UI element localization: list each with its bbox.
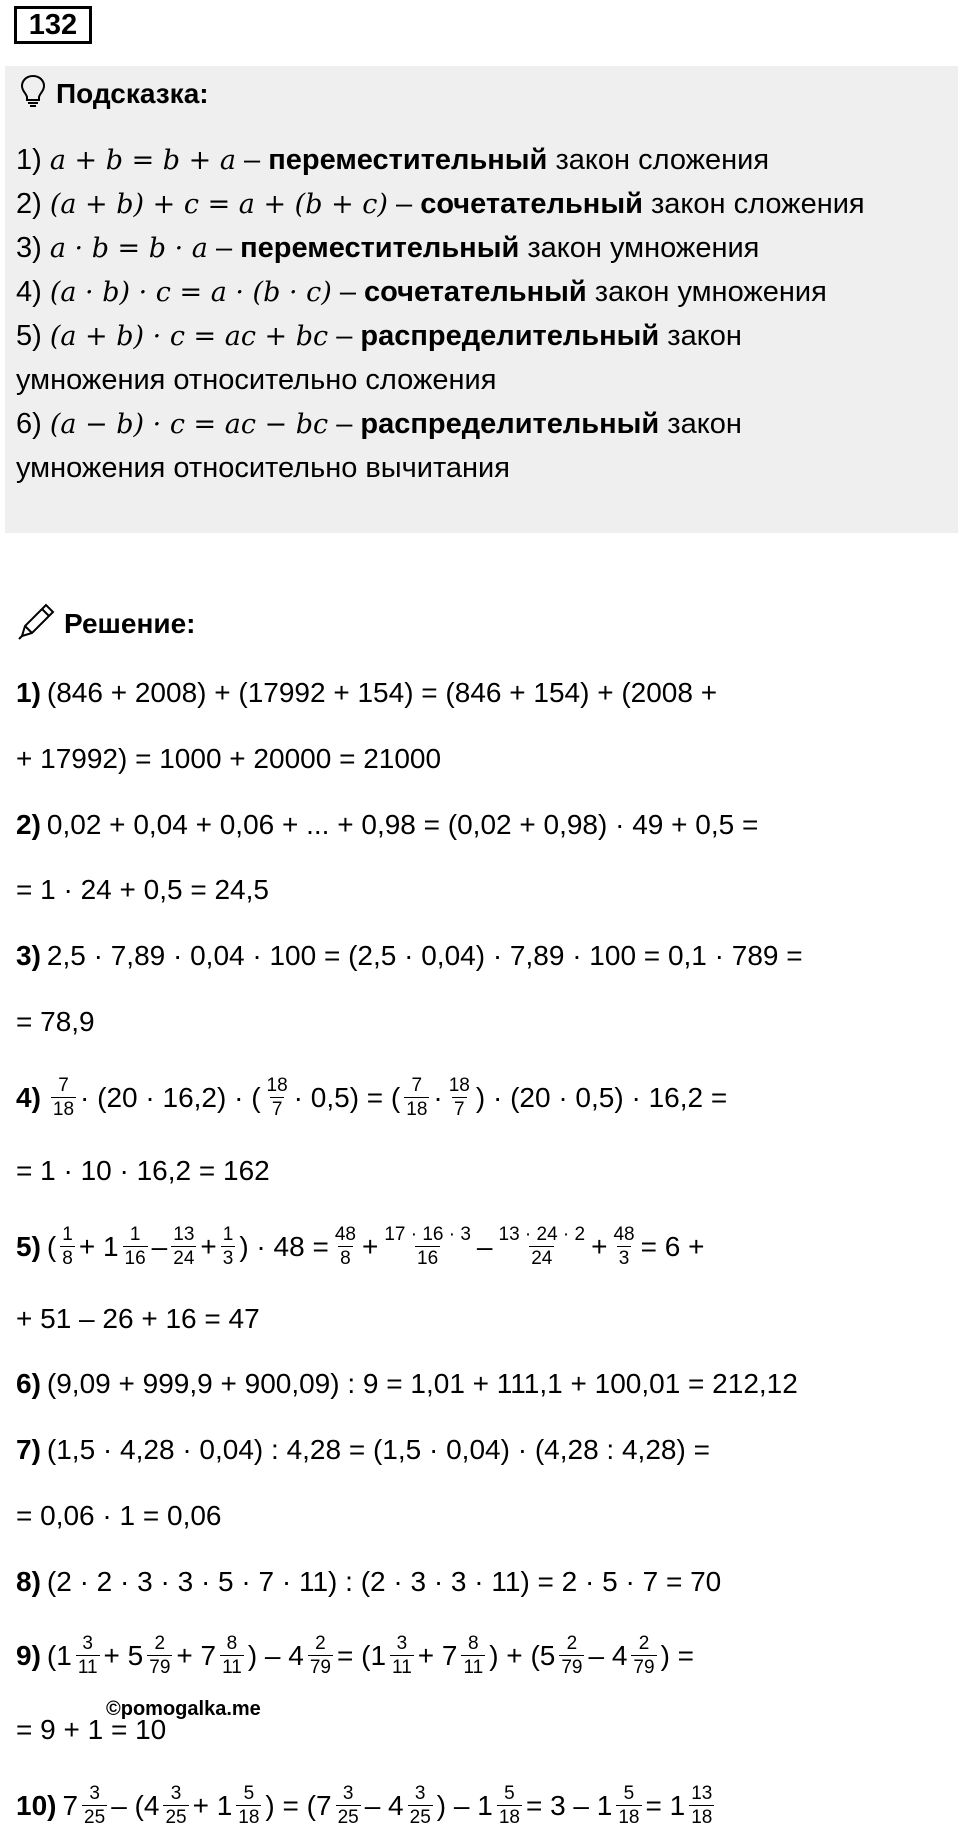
fraction: $\frac{1}{3}$ — [222, 1224, 234, 1269]
fraction: $\frac{13 \cdot 24 \cdot 2}{24}$ — [498, 1224, 586, 1269]
fraction: $\frac{8}{11}$ — [222, 1633, 242, 1678]
solution-line: + 17992) = 1000 + 20000 = 21000 — [16, 743, 442, 774]
hint-line: умножения относительно вычитания — [16, 452, 510, 484]
fraction: $\frac{2}{79}$ — [561, 1633, 583, 1678]
hint-title: Подсказка: — [56, 77, 209, 109]
watermark: ©pomogalka.me — [106, 1698, 261, 1720]
hint-line: 5) (a + b) · c = ac + bc – распределительный закон — [16, 320, 742, 352]
fraction: $\frac{2}{79}$ — [149, 1633, 171, 1678]
fraction: $\frac{18}{7}$ — [266, 1075, 288, 1120]
hint-line: умножения относительно сложения — [16, 364, 497, 396]
solution-line: 3) 2,5 · 7,89 · 0,04 · 100 = (2,5 · 0,04) · 7,89 · 100 = 0,1 · 789 = — [16, 940, 803, 971]
fraction: $\frac{18}{7}$ — [448, 1075, 470, 1120]
fraction: $\frac{1}{16}$ — [124, 1224, 146, 1269]
fraction: $\frac{7}{18}$ — [406, 1075, 428, 1120]
solution-line: = 9 + 1 = 10 — [16, 1714, 167, 1745]
fraction: $\frac{3}{11}$ — [392, 1633, 412, 1678]
fraction: $\frac{13}{24}$ — [173, 1224, 195, 1269]
solution-line: 8) (2 · 2 · 3 · 3 · 5 · 7 · 11) : (2 · 3 · 3 · 11) = 2 · 5 · 7 = 70 — [16, 1566, 722, 1597]
fraction: $\frac{3}{11}$ — [77, 1633, 98, 1678]
solution-line: 1) (846 + 2008) + (17992 + 154) = (846 + 154) + (2008 + — [16, 677, 718, 708]
pencil-icon — [16, 600, 58, 647]
solution-line: 10) 7 $\frac{3}{25}$ – (4 $\frac{3}{25}$ + 1 $\frac{5}{18}$ ) = (7 $\frac{3}{25}$ – 4 $\frac{3}{25}$ ) – 1 $\frac{5}{18}$ = 3 – 1 $\frac{5}{18}$ = 1 $\frac{13}{18}$ — [16, 1783, 713, 1828]
fraction: $\frac{48}{3}$ — [613, 1224, 635, 1269]
solution-line: 7) (1,5 · 4,28 · 0,04) : 4,28 = (1,5 · 0,04) · (4,28 : 4,28) = — [16, 1434, 710, 1465]
solution-header — [16, 600, 195, 647]
lightbulb-icon — [20, 74, 46, 113]
fraction: $\frac{3}{25}$ — [165, 1783, 187, 1828]
solution-line: = 0,06 · 1 = 0,06 — [16, 1500, 222, 1531]
fraction: $\frac{1}{8}$ — [62, 1224, 73, 1269]
hint-list — [16, 138, 865, 490]
solution-line: = 1 · 24 + 0,5 = 24,5 — [16, 874, 269, 905]
fraction: $\frac{5}{18}$ — [618, 1783, 640, 1828]
hint-line: 6) (a − b) · c = ac − bc – распределительный закон — [16, 408, 742, 440]
fraction: $\frac{7}{18}$ — [52, 1075, 75, 1120]
solution-line: + 51 – 26 + 16 = 47 — [16, 1303, 260, 1334]
fraction: $\frac{48}{8}$ — [334, 1224, 356, 1269]
fraction: $\frac{17 \cdot 16 \cdot 3}{16}$ — [384, 1224, 471, 1269]
fraction: $\frac{5}{18}$ — [498, 1783, 520, 1828]
fraction: $\frac{5}{18}$ — [238, 1783, 260, 1828]
fraction: $\frac{3}{25}$ — [337, 1783, 359, 1828]
solution-line: = 1 · 10 · 16,2 = 162 — [16, 1155, 270, 1186]
hint-line: 4) (a · b) · c = a · (b · c) – сочетательный закон умножения — [16, 276, 827, 308]
hint-line: 2) (a + b) + c = a + (b + c) – сочетательный закон сложения — [16, 188, 865, 220]
hint-header — [20, 74, 209, 113]
fraction: $\frac{2}{79}$ — [309, 1633, 331, 1678]
hint-line: 3) a · b = b · a – переместительный закон умножения — [16, 232, 760, 264]
fraction: $\frac{3}{25}$ — [409, 1783, 431, 1828]
fraction: $\frac{3}{25}$ — [84, 1783, 106, 1828]
solution-title: Решение: — [64, 607, 196, 639]
solution-line: 5) ( $\frac{1}{8}$ + 1 $\frac{1}{16}$ – $\frac{13}{24}$ + $\frac{1}{3}$ ) · 48 = $\frac{48}{8}$ + $\frac{17 \cdot 16 \cdot 3}{16}$ – $\frac{13 \cdot 24 \cdot 2}{24}$ + $\frac{48}{3}$ = 6 + — [16, 1224, 705, 1269]
hint-line: 1) a + b = b + a – переместительный закон сложения — [16, 144, 770, 176]
solution-line: 4) $\frac{7}{18}$ · (20 · 16,2) · ( $\frac{18}{7}$ · 0,5) = ( $\frac{7}{18}$ · $\frac{18}{7}$ ) · (20 · 0,5) · 16,2 = — [16, 1075, 728, 1120]
fraction: $\frac{2}{79}$ — [633, 1633, 655, 1678]
solution-line: 2) 0,02 + 0,04 + 0,06 + ... + 0,98 = (0,02 + 0,98) · 49 + 0,5 = — [16, 809, 759, 840]
fraction: $\frac{13}{18}$ — [691, 1783, 713, 1828]
solution-line: = 78,9 — [16, 1006, 95, 1037]
solution-line: 6) (9,09 + 999,9 + 900,09) : 9 = 1,01 + 111,1 + 100,01 = 212,12 — [16, 1368, 798, 1399]
task-number: 132 — [14, 6, 92, 44]
fraction: $\frac{8}{11}$ — [463, 1633, 484, 1678]
solution-line: 9) (1 $\frac{3}{11}$ + 5 $\frac{2}{79}$ + 7 $\frac{8}{11}$ ) – 4 $\frac{2}{79}$ = (1 $\frac{3}{11}$ + 7 $\frac{8}{11}$ ) + (5 $\frac{2}{79}$ – 4 $\frac{2}{79}$ ) = — [16, 1633, 695, 1678]
